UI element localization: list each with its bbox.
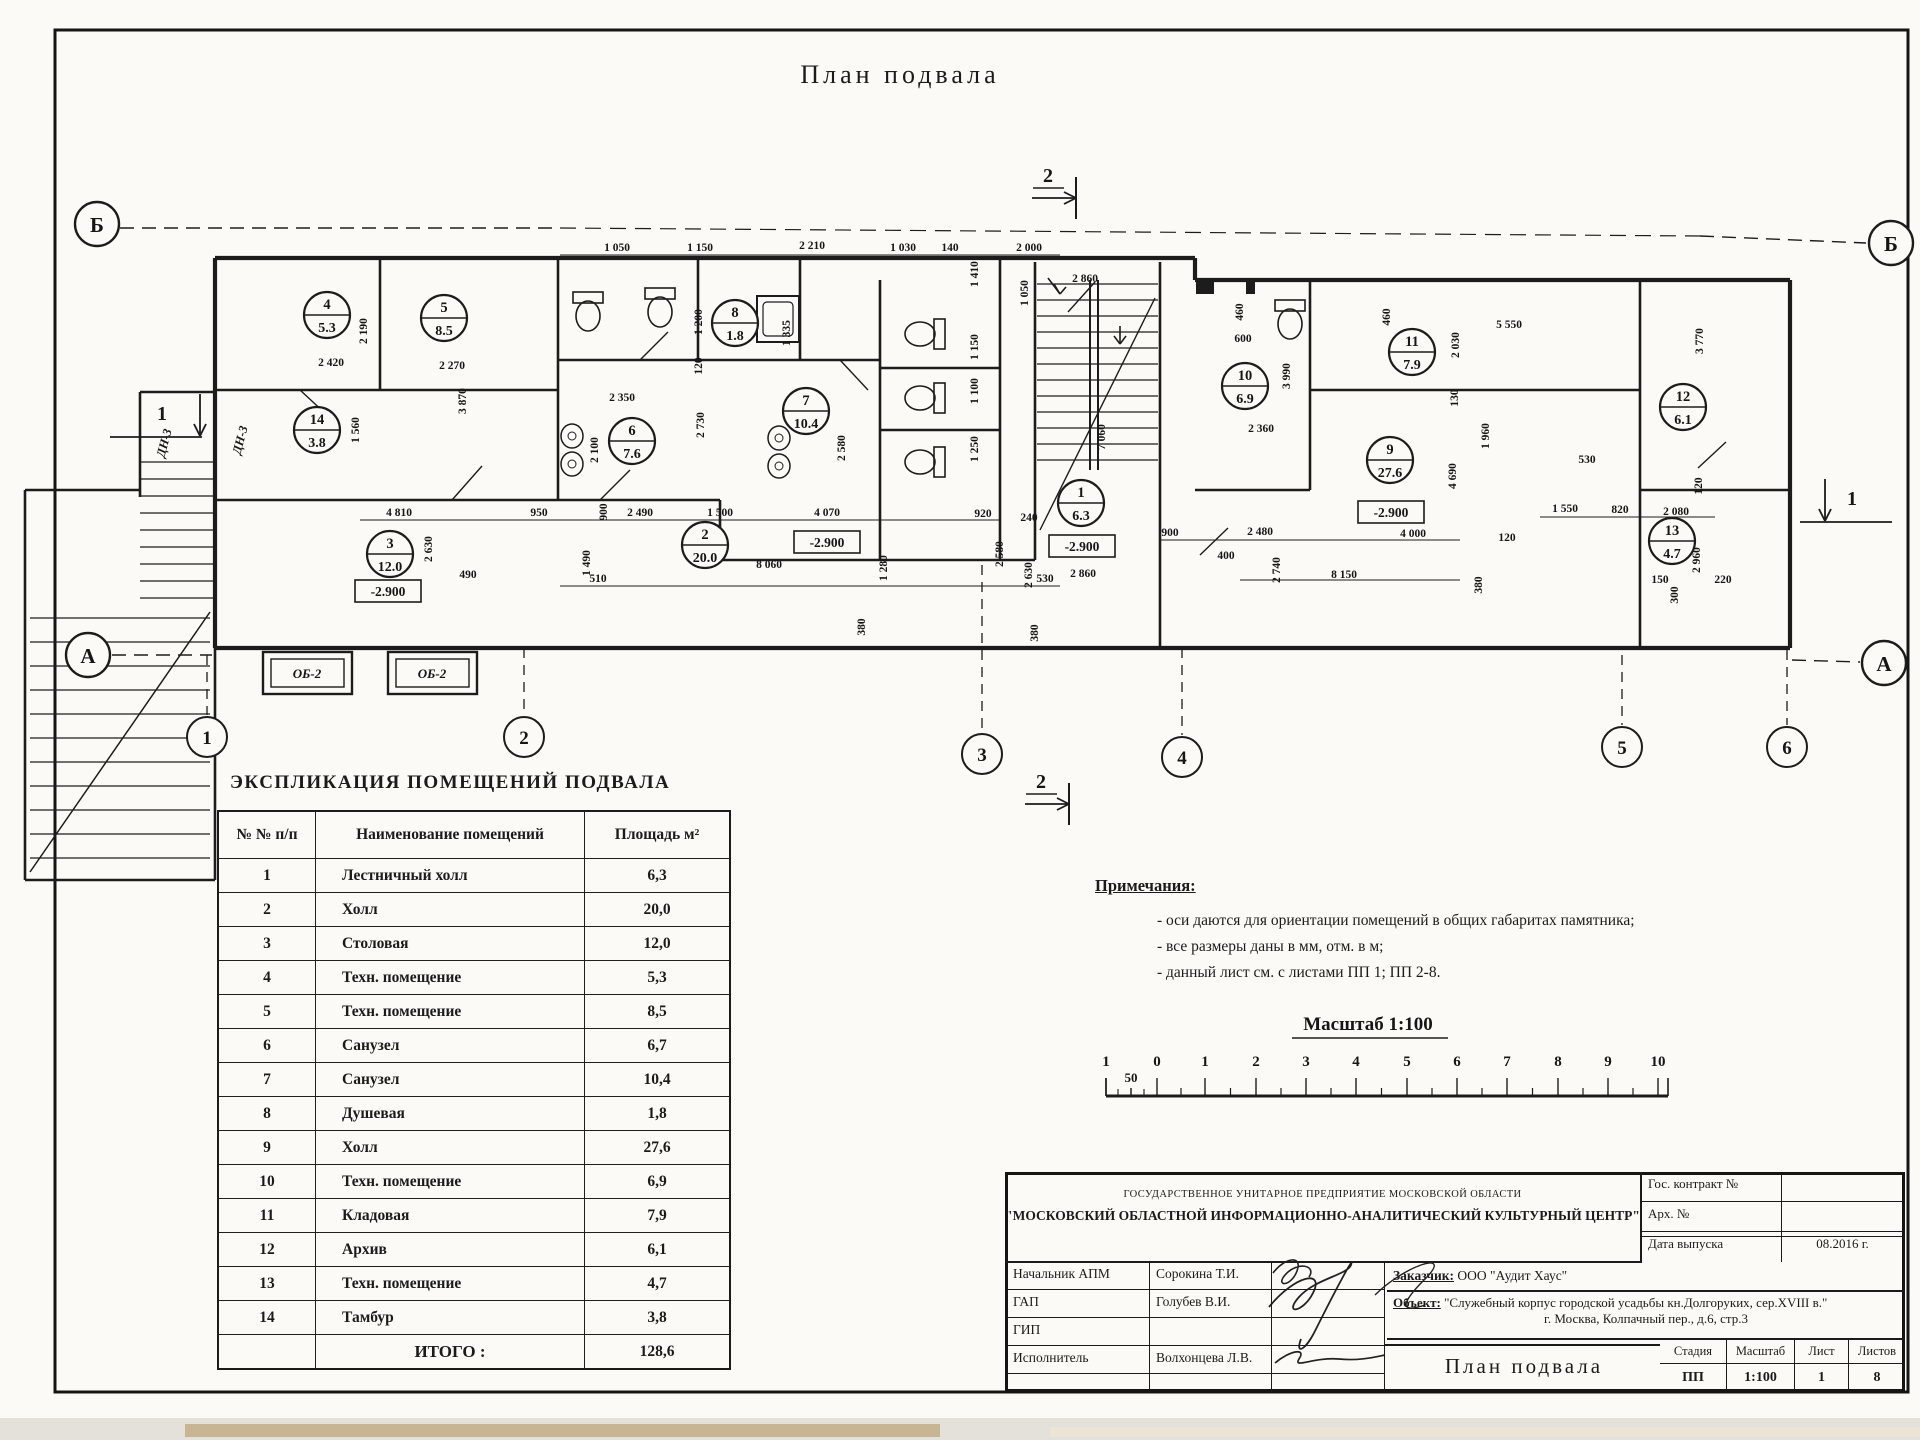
dim-label: 8 060 — [756, 559, 782, 571]
washbasin-icon — [568, 432, 576, 440]
personnel-role: ГАП — [1007, 1290, 1150, 1318]
dim-label: 380 — [1029, 624, 1041, 642]
stair-arrow — [1054, 284, 1060, 294]
washbasin-icon — [775, 434, 783, 442]
room-tag-area: 7.9 — [1403, 358, 1421, 373]
dim-label: 120 — [693, 357, 705, 375]
dim-label: 1 500 — [707, 507, 733, 519]
dim-label: 530 — [1578, 454, 1596, 466]
room-tag-area: 8.5 — [435, 324, 453, 339]
title-block-org — [1005, 1172, 1642, 1263]
dim-label: 2 210 — [799, 240, 825, 252]
washbasin-icon — [561, 452, 583, 476]
dim-label: 2 960 — [1691, 547, 1703, 573]
room-tag-area: 12.0 — [377, 560, 403, 575]
dim-label: 950 — [530, 507, 548, 519]
personnel-name: Голубев В.И. — [1150, 1290, 1272, 1318]
room-area: 6,7 — [585, 1029, 731, 1063]
schedule-row — [218, 1131, 730, 1165]
dim-label: 2 420 — [318, 357, 344, 369]
room-tag-number: 4 — [323, 297, 331, 313]
schedule-row — [218, 1301, 730, 1335]
axis-line-B — [1700, 236, 1866, 243]
room-tag-number: 3 — [386, 536, 394, 552]
dim-label: 600 — [1234, 333, 1252, 345]
personnel-signature — [1272, 1262, 1385, 1290]
room-tag-area: 3.8 — [308, 436, 326, 451]
dim-label: 1 030 — [890, 242, 916, 254]
washbasin-icon — [568, 460, 576, 468]
field-divider — [1642, 1232, 1905, 1237]
room-tag-number: 8 — [731, 305, 739, 321]
org-line2: "МОСКОВСКИЙ ОБЛАСТНОЙ ИНФОРМАЦИОННО-АНАЛИТИЧЕСКИЙ КУЛЬТУРНЫЙ ЦЕНТР" — [1005, 1208, 1640, 1223]
dim-label: 900 — [1161, 527, 1179, 539]
room-name: Техн. помещение — [316, 995, 585, 1029]
room-tag-number: 7 — [802, 393, 810, 409]
personnel-signature — [1272, 1290, 1385, 1318]
room-tag-area: 4.7 — [1663, 547, 1681, 562]
dim-label: 3 870 — [457, 388, 469, 414]
axis-number: 3 — [977, 745, 987, 766]
axis-line-B — [560, 228, 1700, 236]
room-area: 6,3 — [585, 859, 731, 893]
dim-label: 300 — [1669, 586, 1681, 604]
elevation-value: -2.900 — [1373, 505, 1409, 520]
dim-label: 130 — [1449, 389, 1461, 407]
scalebar-tick-label: 1 — [1201, 1054, 1209, 1070]
dim-label: 1 250 — [969, 436, 981, 462]
room-name: Техн. помещение — [316, 961, 585, 995]
dim-label: 1 100 — [969, 378, 981, 404]
note-line: - оси даются для ориентации помещений в общих габаритах памятника; — [1157, 912, 1635, 929]
room-area: 10,4 — [585, 1063, 731, 1097]
schedule-row — [218, 995, 730, 1029]
personnel-signature — [1272, 1346, 1385, 1374]
door-label: ДН-3 — [153, 427, 175, 459]
room-number: 13 — [218, 1267, 316, 1301]
room-name: Кладовая — [316, 1199, 585, 1233]
schedule-row — [218, 1165, 730, 1199]
room-tag-area: 7.6 — [623, 447, 641, 462]
stair-arrow — [1060, 287, 1066, 294]
blank-cell — [218, 1335, 316, 1370]
dim-label: 1 410 — [969, 261, 981, 287]
drawing-title: План подвала — [1444, 1353, 1604, 1378]
dim-label: 460 — [1381, 308, 1393, 326]
dim-label: 920 — [974, 508, 992, 520]
room-number: 7 — [218, 1063, 316, 1097]
stair-arrow — [1114, 336, 1120, 344]
section-label: 1 — [1847, 488, 1857, 510]
field-label: Дата выпуска — [1642, 1232, 1782, 1262]
org-line1: ГОСУДАРСТВЕННОЕ УНИТАРНОЕ ПРЕДПРИЯТИЕ МОСКОВСКОЙ ОБЛАСТИ — [1123, 1189, 1522, 1200]
stamp-header: Лист — [1795, 1340, 1849, 1364]
toilet-icon — [1278, 309, 1302, 339]
schedule-row — [218, 927, 730, 961]
dim-label: 2 000 — [1016, 242, 1042, 254]
dim-label: 1 200 — [693, 309, 705, 335]
room-name: Санузел — [316, 1063, 585, 1097]
field-value — [1782, 1172, 1903, 1202]
dim-label: 2 630 — [1023, 562, 1035, 588]
schedule-header-row — [218, 811, 730, 859]
room-number: 1 — [218, 859, 316, 893]
field-value — [1782, 1202, 1903, 1232]
object-label: Объект: — [1393, 1295, 1441, 1310]
room-number: 4 — [218, 961, 316, 995]
door-label: ДН-3 — [229, 424, 251, 456]
dim-label: 1 335 — [781, 320, 793, 346]
axis-number: 6 — [1782, 738, 1792, 759]
toilet-icon — [905, 322, 935, 346]
dim-label: 1 550 — [1552, 503, 1578, 515]
dim-label: 380 — [1473, 576, 1485, 594]
dim-label: 3 770 — [1694, 328, 1706, 354]
stair-diagonal — [30, 612, 210, 872]
dim-label: 2 360 — [1248, 423, 1274, 435]
room-tag-number: 13 — [1664, 523, 1680, 539]
room-area: 7,9 — [585, 1199, 731, 1233]
room-name: Тамбур — [316, 1301, 585, 1335]
room-tag-area: 6.1 — [1674, 413, 1692, 428]
door-swing — [452, 466, 482, 500]
room-number: 6 — [218, 1029, 316, 1063]
dim-label: 120 — [1498, 532, 1516, 544]
room-name: Холл — [316, 1131, 585, 1165]
schedule-header-area: Площадь м² — [585, 811, 731, 859]
room-tag-area: 6.9 — [1236, 392, 1254, 407]
stamp-header: Стадия — [1660, 1340, 1727, 1364]
dim-label: 2 030 — [1450, 332, 1462, 358]
field-label: Гос. контракт № — [1642, 1172, 1782, 1202]
ob2-label: ОБ-2 — [292, 666, 322, 681]
room-area: 1,8 — [585, 1097, 731, 1131]
schedule-row — [218, 893, 730, 927]
dim-label: 2 630 — [423, 536, 435, 562]
room-tag-number: 6 — [628, 423, 636, 439]
dim-label: 120 — [1693, 477, 1705, 495]
dim-label: 1 150 — [969, 334, 981, 360]
door-swing — [640, 332, 668, 360]
room-name: Техн. помещение — [316, 1165, 585, 1199]
scalebar-tick-label: 7 — [1503, 1054, 1511, 1070]
notes-heading: Примечания: — [1095, 876, 1196, 895]
elevation-value: -2.900 — [809, 535, 845, 550]
wall-fill — [1246, 281, 1255, 294]
toilet-icon — [576, 301, 600, 331]
schedule-row — [218, 1063, 730, 1097]
room-number: 8 — [218, 1097, 316, 1131]
axis-letter: А — [1876, 652, 1892, 676]
dim-label: 1 490 — [581, 550, 593, 576]
scalebar-tick-label: 6 — [1453, 1054, 1461, 1070]
room-area: 20,0 — [585, 893, 731, 927]
axis-number: 4 — [1177, 748, 1187, 769]
room-number: 12 — [218, 1233, 316, 1267]
empty-row — [1272, 1374, 1385, 1392]
stair-arrow — [1120, 336, 1126, 344]
schedule-row — [218, 1233, 730, 1267]
schedule-header-name: Наименование помещений — [316, 811, 585, 859]
object-line1: "Служебный корпус городской усадьбы кн.Долгоруких, сер.XVIII в." — [1440, 1295, 1828, 1310]
wall-fill — [1196, 281, 1214, 294]
scalebar-tick-label: 50 — [1124, 1070, 1138, 1085]
notes-block — [1095, 876, 1815, 990]
room-tag-area: 20.0 — [692, 551, 718, 566]
room-name: Архив — [316, 1233, 585, 1267]
dim-label: 380 — [856, 618, 868, 636]
dim-label: 2 860 — [1070, 568, 1096, 580]
dim-label: 2 350 — [609, 392, 635, 404]
axis-number: 2 — [519, 728, 529, 749]
room-number: 3 — [218, 927, 316, 961]
dim-label: 2 580 — [836, 435, 848, 461]
dim-label: 140 — [941, 242, 959, 254]
room-number: 11 — [218, 1199, 316, 1233]
personnel-name: Волхонцева Л.В. — [1150, 1346, 1272, 1374]
room-area: 27,6 — [585, 1131, 731, 1165]
empty-row — [1150, 1374, 1272, 1392]
scalebar-tick-label: 5 — [1403, 1054, 1411, 1070]
room-name: Санузел — [316, 1029, 585, 1063]
dim-label: 150 — [1651, 574, 1669, 586]
schedule-row — [218, 1097, 730, 1131]
schedule-row — [218, 961, 730, 995]
room-number: 14 — [218, 1301, 316, 1335]
axis-letter: Б — [90, 213, 104, 237]
scalebar-tick-label: 4 — [1352, 1054, 1360, 1070]
dim-label: 510 — [589, 573, 607, 585]
door-swing — [840, 360, 868, 390]
dim-label: 7 060 — [1096, 424, 1108, 450]
client-row — [1387, 1262, 1905, 1292]
dim-label: 8 150 — [1331, 569, 1357, 581]
washbasin-icon — [561, 424, 583, 448]
section-arrow — [1057, 804, 1069, 810]
field-value: 08.2016 г. — [1816, 1236, 1869, 1251]
stamp-header: Масштаб — [1727, 1340, 1795, 1364]
toilet-icon — [905, 386, 935, 410]
schedule-row — [218, 1267, 730, 1301]
personnel-name — [1150, 1318, 1272, 1346]
total-label: ИТОГО : — [316, 1335, 585, 1370]
dim-label: 1 560 — [350, 417, 362, 443]
room-name: Душевая — [316, 1097, 585, 1131]
room-name: Холл — [316, 893, 585, 927]
scalebar-tick-label: 1 — [1102, 1054, 1110, 1070]
washbasin-icon — [768, 426, 790, 450]
room-tag-area: 27.6 — [1377, 466, 1403, 481]
dim-label: 1 150 — [687, 242, 713, 254]
field-label: Арх. № — [1642, 1202, 1782, 1232]
schedule-row — [218, 859, 730, 893]
dim-label: 2 190 — [358, 318, 370, 344]
scalebar-tick-label: 8 — [1554, 1054, 1562, 1070]
dim-label: 2 490 — [627, 507, 653, 519]
note-line: - данный лист см. с листами ПП 1; ПП 2-8. — [1157, 964, 1441, 981]
total-value: 128,6 — [585, 1335, 731, 1370]
scalebar-tick-label: 2 — [1252, 1054, 1260, 1070]
scalebar-tick-label: 3 — [1302, 1054, 1310, 1070]
dim-label: 1 050 — [604, 242, 630, 254]
room-tag-number: 14 — [309, 412, 325, 428]
room-number: 5 — [218, 995, 316, 1029]
room-tag-number: 12 — [1675, 389, 1691, 405]
dim-label: 900 — [598, 503, 610, 521]
dim-label: 220 — [1714, 574, 1732, 586]
room-name: Столовая — [316, 927, 585, 961]
scan-strip-right — [1050, 1427, 1920, 1437]
elevation-value: -2.900 — [1064, 539, 1100, 554]
dim-label: 5 550 — [1496, 319, 1522, 331]
ob2-label: ОБ-2 — [417, 666, 447, 681]
schedule-row — [218, 1029, 730, 1063]
door-swing — [600, 470, 630, 500]
room-number: 2 — [218, 893, 316, 927]
door-swing — [1698, 442, 1726, 468]
schedule-row — [218, 1199, 730, 1233]
elevation-value: -2.900 — [370, 584, 406, 599]
object-line2: г. Москва, Колпачный пер., д.6, стр.3 — [1544, 1311, 1748, 1326]
dim-label: 460 — [1234, 303, 1246, 321]
room-area: 6,1 — [585, 1233, 731, 1267]
room-area: 6,9 — [585, 1165, 731, 1199]
dim-label: 490 — [459, 569, 477, 581]
personnel-signature — [1272, 1318, 1385, 1346]
scalebar-tick-label: 10 — [1650, 1054, 1666, 1070]
room-name: Техн. помещение — [316, 1267, 585, 1301]
room-tag-number: 5 — [440, 300, 448, 316]
personnel-name: Сорокина Т.И. — [1150, 1262, 1272, 1290]
personnel-role: Исполнитель — [1007, 1346, 1150, 1374]
axis-number: 5 — [1617, 738, 1627, 759]
room-area: 8,5 — [585, 995, 731, 1029]
stamp-header: Листов — [1849, 1340, 1905, 1364]
dim-label: 4 070 — [814, 507, 840, 519]
divider — [1385, 1340, 1660, 1346]
dim-label: 3 990 — [1281, 363, 1293, 389]
schedule-title: ЭКСПЛИКАЦИЯ ПОМЕЩЕНИЙ ПОДВАЛА — [230, 772, 671, 793]
schedule-total-row — [218, 1335, 730, 1370]
axis-letter: А — [80, 644, 96, 668]
room-tag-number: 10 — [1237, 368, 1253, 384]
dim-label: 1 960 — [1480, 423, 1492, 449]
scan-strip-left — [185, 1424, 940, 1437]
dim-label: 400 — [1217, 550, 1235, 562]
dim-label: 1 050 — [1019, 280, 1031, 306]
note-line: - все размеры даны в мм, отм. в м; — [1157, 938, 1384, 955]
dim-label: 820 — [1611, 504, 1629, 516]
stamp-value: 1:100 — [1727, 1364, 1795, 1392]
section-label: 1 — [157, 403, 167, 425]
room-tag-number: 9 — [1386, 442, 1394, 458]
dim-label: 2 860 — [1072, 273, 1098, 285]
toilet-icon — [905, 450, 935, 474]
room-area: 12,0 — [585, 927, 731, 961]
section-label: 2 — [1036, 771, 1046, 793]
washbasin-icon — [775, 462, 783, 470]
stamp-value: 1 — [1795, 1364, 1849, 1392]
scalebar-tick-label: 9 — [1604, 1054, 1612, 1070]
client-value: ООО "Аудит Хаус" — [1454, 1268, 1568, 1283]
dim-label: 2 480 — [1247, 526, 1273, 538]
page-title: План подвала — [800, 60, 1000, 89]
room-tag-area: 5.3 — [318, 321, 336, 336]
scalebar-title: Масштаб 1:100 — [1303, 1014, 1433, 1035]
dim-label: 530 — [1036, 573, 1054, 585]
schedule-header-num: № № п/п — [218, 811, 316, 859]
client-label: Заказчик: — [1393, 1268, 1455, 1283]
dim-label: 2 740 — [1271, 557, 1283, 583]
dim-label: 2 080 — [1663, 506, 1689, 518]
dim-label: 1 280 — [878, 555, 890, 581]
object-row — [1387, 1292, 1905, 1340]
section-label: 2 — [1043, 165, 1053, 187]
axis-number: 1 — [202, 728, 212, 749]
room-tag-area: 6.3 — [1072, 509, 1090, 524]
room-area: 5,3 — [585, 961, 731, 995]
personnel-role: ГИП — [1007, 1318, 1150, 1346]
room-schedule-table — [217, 810, 731, 1370]
stamp-value: 8 — [1873, 1370, 1881, 1385]
stamp-value: ПП — [1660, 1364, 1727, 1392]
dim-label: 2 270 — [439, 360, 465, 372]
room-number: 10 — [218, 1165, 316, 1199]
dim-label: 4 810 — [386, 507, 412, 519]
room-tag-area: 10.4 — [793, 417, 819, 432]
room-number: 9 — [218, 1131, 316, 1165]
washbasin-icon — [768, 454, 790, 478]
toilet-icon — [648, 297, 672, 327]
room-tag-area: 1.8 — [726, 329, 744, 344]
room-tag-number: 2 — [701, 527, 709, 543]
dim-label: 2 580 — [994, 541, 1006, 567]
room-tag-number: 11 — [1405, 334, 1419, 350]
axis-line-A — [1792, 660, 1860, 662]
room-area: 4,7 — [585, 1267, 731, 1301]
dim-label: 4 690 — [1447, 463, 1459, 489]
dim-label: 4 000 — [1400, 528, 1426, 540]
room-tag-number: 1 — [1077, 485, 1085, 501]
room-area: 3,8 — [585, 1301, 731, 1335]
axis-letter: Б — [1884, 232, 1898, 256]
dim-label: 2 730 — [695, 412, 707, 438]
room-name: Лестничный холл — [316, 859, 585, 893]
personnel-role: Начальник АПМ — [1007, 1262, 1150, 1290]
empty-row — [1007, 1374, 1150, 1392]
scalebar-tick-label: 0 — [1153, 1054, 1161, 1070]
dim-label: 2 100 — [589, 437, 601, 463]
dim-label: 240 — [1020, 512, 1038, 524]
